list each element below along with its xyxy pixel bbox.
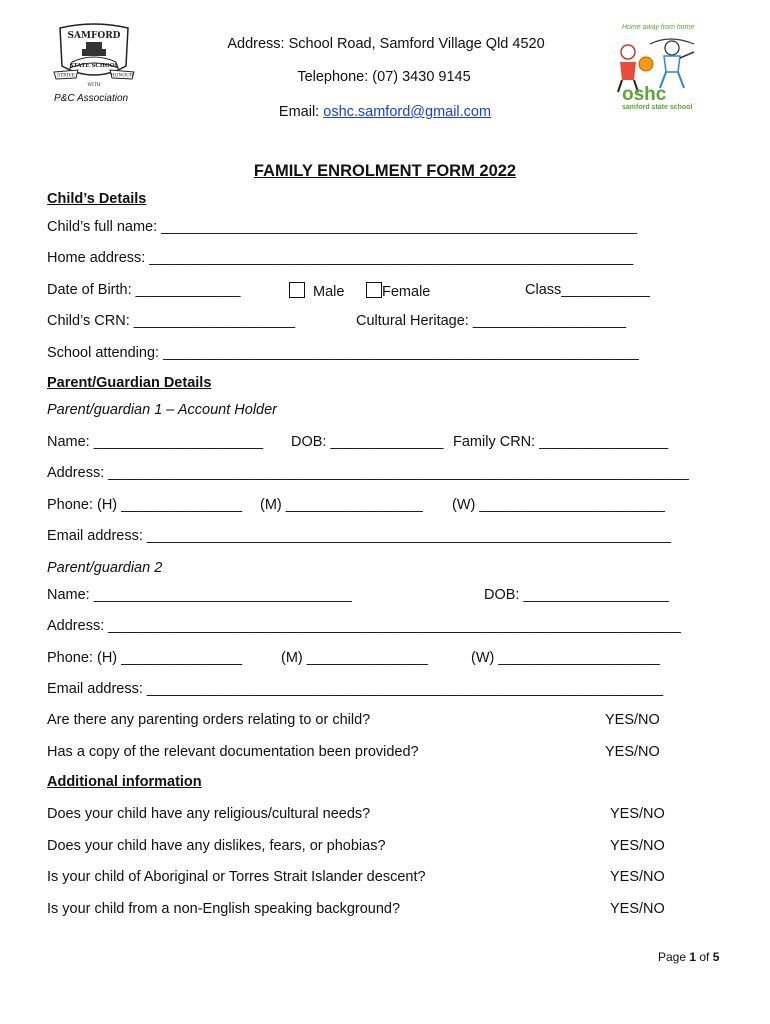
aboriginal-descent-answer[interactable]: YES/NO — [610, 869, 665, 885]
male-label: Male — [313, 284, 345, 300]
oshc-logo — [610, 24, 710, 116]
parent1-dob-field[interactable]: DOB: ______________ — [291, 434, 444, 450]
svg-text:HONOUR: HONOUR — [110, 73, 134, 79]
home-address-field[interactable]: Home address: ____________________________________________________________ — [47, 250, 634, 266]
svg-text:STATE SCHOOL: STATE SCHOOL — [69, 63, 119, 69]
page-of: of — [696, 950, 713, 964]
female-option[interactable] — [366, 282, 430, 300]
male-option[interactable] — [289, 282, 344, 300]
childs-details-heading: Child’s Details — [47, 191, 147, 207]
religious-needs-answer[interactable]: YES/NO — [610, 806, 665, 822]
non-english-answer[interactable]: YES/NO — [610, 901, 665, 917]
cultural-heritage-field[interactable]: Cultural Heritage: ___________________ — [356, 313, 627, 329]
additional-information-heading: Additional information — [47, 774, 202, 790]
email-link[interactable]: oshc.samford@gmail.com — [323, 104, 492, 120]
parent1-address-field[interactable]: Address: ________________________________________________________________________ — [47, 465, 689, 481]
parenting-orders-question: Are there any parenting orders relating to or child? — [47, 712, 371, 728]
phobias-question: Does your child have any dislikes, fears, or phobias? — [47, 838, 386, 854]
non-english-question: Is your child from a non-English speaking background? — [47, 901, 401, 917]
oshc-logo-text: oshc — [622, 84, 667, 105]
school-address: Address: School Road, Samford Village Qld 4520 — [227, 36, 545, 52]
aboriginal-descent-question: Is your child of Aboriginal or Torres Strait Islander descent? — [47, 869, 426, 885]
parent1-heading: Parent/guardian 1 – Account Holder — [47, 402, 277, 418]
parent2-phone-mobile-field[interactable]: (M) _______________ — [281, 650, 428, 666]
oshc-logo-subtext: samford state school — [622, 104, 693, 111]
page-number — [658, 950, 719, 964]
pc-association-label: P&C Association — [54, 93, 129, 104]
male-checkbox[interactable] — [289, 282, 305, 298]
form-title: FAMILY ENROLMENT FORM 2022 — [253, 162, 517, 180]
school-attending-field[interactable]: School attending: ___________________________________________________________ — [47, 345, 639, 361]
svg-text:WITH: WITH — [87, 83, 101, 88]
parent1-name-field[interactable]: Name: _____________________ — [47, 434, 264, 450]
child-crn-field[interactable]: Child’s CRN: ____________________ — [47, 313, 296, 329]
parent1-phone-home-field[interactable]: Phone: (H) _______________ — [47, 497, 243, 513]
parent1-phone-mobile-field[interactable]: (M) _________________ — [260, 497, 423, 513]
parent-guardian-heading: Parent/Guardian Details — [47, 375, 212, 391]
female-label: Female — [382, 284, 431, 300]
class-field[interactable]: Class___________ — [525, 282, 650, 298]
date-of-birth-field[interactable]: Date of Birth: _____________ — [47, 282, 241, 298]
parent2-phone-work-field[interactable]: (W) ____________________ — [471, 650, 660, 666]
parent2-phone-home-field[interactable]: Phone: (H) _______________ — [47, 650, 243, 666]
female-checkbox[interactable] — [366, 282, 382, 298]
page-total: 5 — [712, 950, 720, 964]
parenting-orders-answer[interactable]: YES/NO — [605, 712, 660, 728]
religious-needs-question: Does your child have any religious/cultural needs? — [47, 806, 371, 822]
parent2-name-field[interactable]: Name: ________________________________ — [47, 587, 352, 603]
parent1-email-field[interactable]: Email address: _________________________________________________________________ — [47, 528, 672, 544]
email-label: Email: — [278, 104, 324, 120]
school-telephone: Telephone: (07) 3430 9145 — [297, 69, 471, 85]
page-word: Page — [658, 950, 690, 964]
page-current: 1 — [689, 950, 697, 964]
parent2-dob-field[interactable]: DOB: __________________ — [484, 587, 669, 603]
child-full-name-field[interactable]: Child’s full name: ___________________________________________________________ — [47, 219, 637, 235]
parent1-phone-work-field[interactable]: (W) _______________________ — [452, 497, 665, 513]
family-crn-field[interactable]: Family CRN: ________________ — [453, 434, 669, 450]
parent2-address-field[interactable]: Address: _______________________________________________________________________ — [47, 618, 681, 634]
oshc-tagline: Home away from home — [622, 24, 695, 31]
documentation-answer[interactable]: YES/NO — [605, 744, 660, 760]
svg-text:STRIVE: STRIVE — [57, 73, 75, 79]
phobias-answer[interactable]: YES/NO — [610, 838, 665, 854]
parent2-heading: Parent/guardian 2 — [47, 560, 163, 576]
documentation-question: Has a copy of the relevant documentation been provided? — [47, 744, 419, 760]
parent2-email-field[interactable]: Email address: ________________________________________________________________ — [47, 681, 664, 697]
svg-text:SAMFORD: SAMFORD — [67, 31, 121, 41]
